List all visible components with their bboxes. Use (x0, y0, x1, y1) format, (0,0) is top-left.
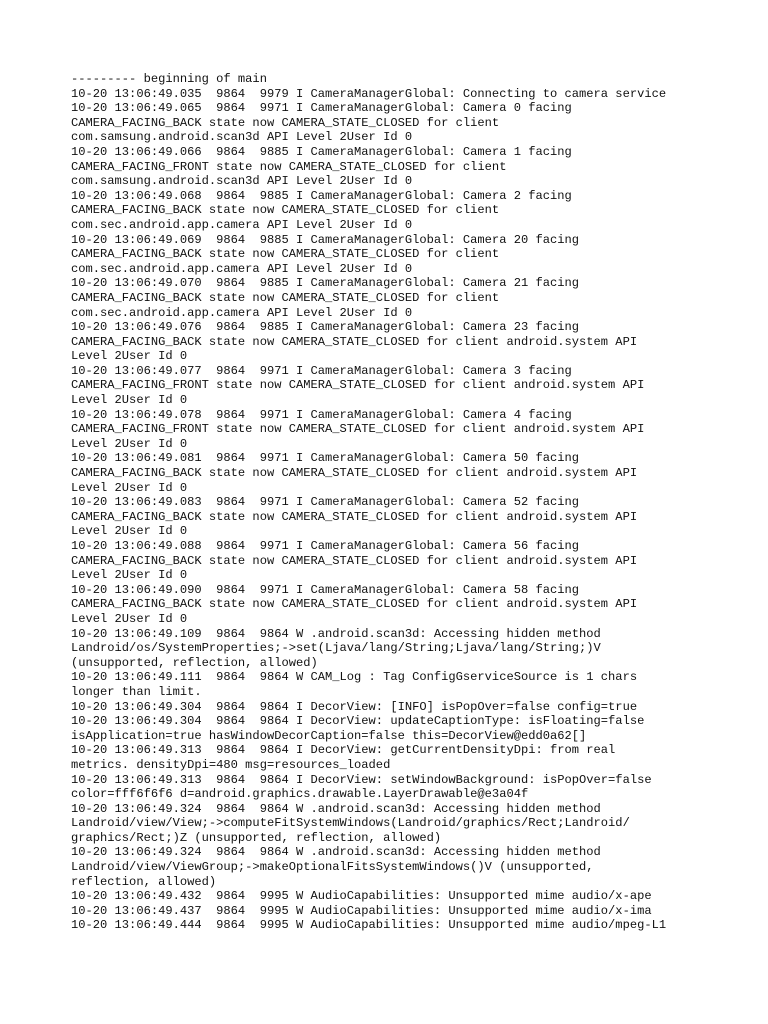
log-line: Landroid/view/ViewGroup;->makeOptionalFitsSystemWindows()V (unsupported, (71, 860, 594, 875)
log-line: Landroid/os/SystemProperties;->set(Ljava/lang/String;Ljava/lang/String;)V (71, 641, 601, 656)
log-line: 10-20 13:06:49.304 9864 9864 I DecorView: [INFO] isPopOver=false config=true (71, 699, 638, 714)
log-line: com.sec.android.app.camera API Level 2User Id 0 (71, 217, 413, 232)
log-line: 10-20 13:06:49.437 9864 9995 W AudioCapabilities: Unsupported mime audio/x-ima (71, 903, 652, 918)
log-line: 10-20 13:06:49.324 9864 9864 W .android.scan3d: Accessing hidden method (71, 845, 601, 860)
log-line: 10-20 13:06:49.090 9864 9971 I CameraManagerGlobal: Camera 58 facing (71, 582, 580, 597)
log-line: 10-20 13:06:49.432 9864 9995 W AudioCapabilities: Unsupported mime audio/x-ape (71, 889, 652, 904)
log-line: CAMERA_FACING_BACK state now CAMERA_STATE_CLOSED for client android.system API (71, 509, 638, 524)
log-line: (unsupported, reflection, allowed) (71, 655, 318, 670)
log-line: 10-20 13:06:49.065 9864 9971 I CameraManagerGlobal: Camera 0 facing (71, 101, 572, 116)
log-line: color=fff6f6f6 d=android.graphics.drawable.LayerDrawable@e3a04f (71, 787, 529, 802)
log-line: 10-20 13:06:49.109 9864 9864 W .android.scan3d: Accessing hidden method (71, 626, 601, 641)
log-line: CAMERA_FACING_FRONT state now CAMERA_STATE_CLOSED for client (71, 159, 507, 174)
log-line: 10-20 13:06:49.313 9864 9864 I DecorView: setWindowBackground: isPopOver=false (71, 772, 652, 787)
log-line: longer than limit. (71, 684, 202, 699)
log-line: CAMERA_FACING_BACK state now CAMERA_STATE_CLOSED for client android.system API (71, 466, 638, 481)
log-line: Level 2User Id 0 (71, 480, 188, 495)
log-line: CAMERA_FACING_BACK state now CAMERA_STATE_CLOSED for client android.system API (71, 553, 638, 568)
log-line: CAMERA_FACING_BACK state now CAMERA_STATE_CLOSED for client android.system API (71, 597, 638, 612)
log-line: 10-20 13:06:49.324 9864 9864 W .android.scan3d: Accessing hidden method (71, 801, 601, 816)
log-text-block (71, 72, 711, 933)
log-line: com.sec.android.app.camera API Level 2User Id 0 (71, 305, 413, 320)
log-line: CAMERA_FACING_BACK state now CAMERA_STATE_CLOSED for client android.system API (71, 334, 638, 349)
log-line: Level 2User Id 0 (71, 524, 188, 539)
log-line: 10-20 13:06:49.083 9864 9971 I CameraManagerGlobal: Camera 52 facing (71, 495, 580, 510)
log-line: 10-20 13:06:49.068 9864 9885 I CameraManagerGlobal: Camera 2 facing (71, 188, 572, 203)
log-line: Level 2User Id 0 (71, 568, 188, 583)
log-line: isApplication=true hasWindowDecorCaption=false this=DecorView@edd0a62[] (71, 728, 587, 743)
log-line: 10-20 13:06:49.078 9864 9971 I CameraManagerGlobal: Camera 4 facing (71, 407, 572, 422)
log-line: com.samsung.android.scan3d API Level 2User Id 0 (71, 174, 413, 189)
log-line: 10-20 13:06:49.304 9864 9864 I DecorView: updateCaptionType: isFloating=false (71, 714, 645, 729)
log-line: metrics. densityDpi=480 msg=resources_loaded (71, 757, 391, 772)
log-line: CAMERA_FACING_BACK state now CAMERA_STATE_CLOSED for client (71, 247, 500, 262)
log-line: Level 2User Id 0 (71, 393, 188, 408)
log-line: 10-20 13:06:49.077 9864 9971 I CameraManagerGlobal: Camera 3 facing (71, 363, 572, 378)
log-line: 10-20 13:06:49.313 9864 9864 I DecorView: getCurrentDensityDpi: from real (71, 743, 616, 758)
log-line: Level 2User Id 0 (71, 611, 188, 626)
log-line: CAMERA_FACING_BACK state now CAMERA_STATE_CLOSED for client (71, 290, 500, 305)
log-line: reflection, allowed) (71, 874, 217, 889)
log-line: 10-20 13:06:49.035 9864 9979 I CameraManagerGlobal: Connecting to camera service (71, 86, 667, 101)
log-line: com.sec.android.app.camera API Level 2User Id 0 (71, 261, 413, 276)
log-line: Landroid/view/View;->computeFitSystemWindows(Landroid/graphics/Rect;Landroid/ (71, 816, 630, 831)
log-line: 10-20 13:06:49.066 9864 9885 I CameraManagerGlobal: Camera 1 facing (71, 144, 572, 159)
log-line: graphics/Rect;)Z (unsupported, reflection, allowed) (71, 830, 442, 845)
log-line: CAMERA_FACING_FRONT state now CAMERA_STATE_CLOSED for client android.system API (71, 422, 645, 437)
log-line: com.samsung.android.scan3d API Level 2User Id 0 (71, 130, 413, 145)
log-line: 10-20 13:06:49.069 9864 9885 I CameraManagerGlobal: Camera 20 facing (71, 232, 580, 247)
log-line: CAMERA_FACING_FRONT state now CAMERA_STATE_CLOSED for client android.system API (71, 378, 645, 393)
log-line: --------- beginning of main (71, 72, 267, 86)
log-line: 10-20 13:06:49.076 9864 9885 I CameraManagerGlobal: Camera 23 facing (71, 320, 580, 335)
log-line: CAMERA_FACING_BACK state now CAMERA_STATE_CLOSED for client (71, 203, 500, 218)
log-line: 10-20 13:06:49.444 9864 9995 W AudioCapabilities: Unsupported mime audio/mpeg-L1 (71, 918, 667, 933)
log-line: 10-20 13:06:49.111 9864 9864 W CAM_Log : Tag ConfigGserviceSource is 1 chars (71, 670, 638, 685)
log-line: 10-20 13:06:49.081 9864 9971 I CameraManagerGlobal: Camera 50 facing (71, 451, 580, 466)
log-line: 10-20 13:06:49.070 9864 9885 I CameraManagerGlobal: Camera 21 facing (71, 276, 580, 291)
log-line: Level 2User Id 0 (71, 349, 188, 364)
log-line: Level 2User Id 0 (71, 436, 188, 451)
log-line: 10-20 13:06:49.088 9864 9971 I CameraManagerGlobal: Camera 56 facing (71, 539, 580, 553)
log-line: CAMERA_FACING_BACK state now CAMERA_STATE_CLOSED for client (71, 115, 500, 130)
